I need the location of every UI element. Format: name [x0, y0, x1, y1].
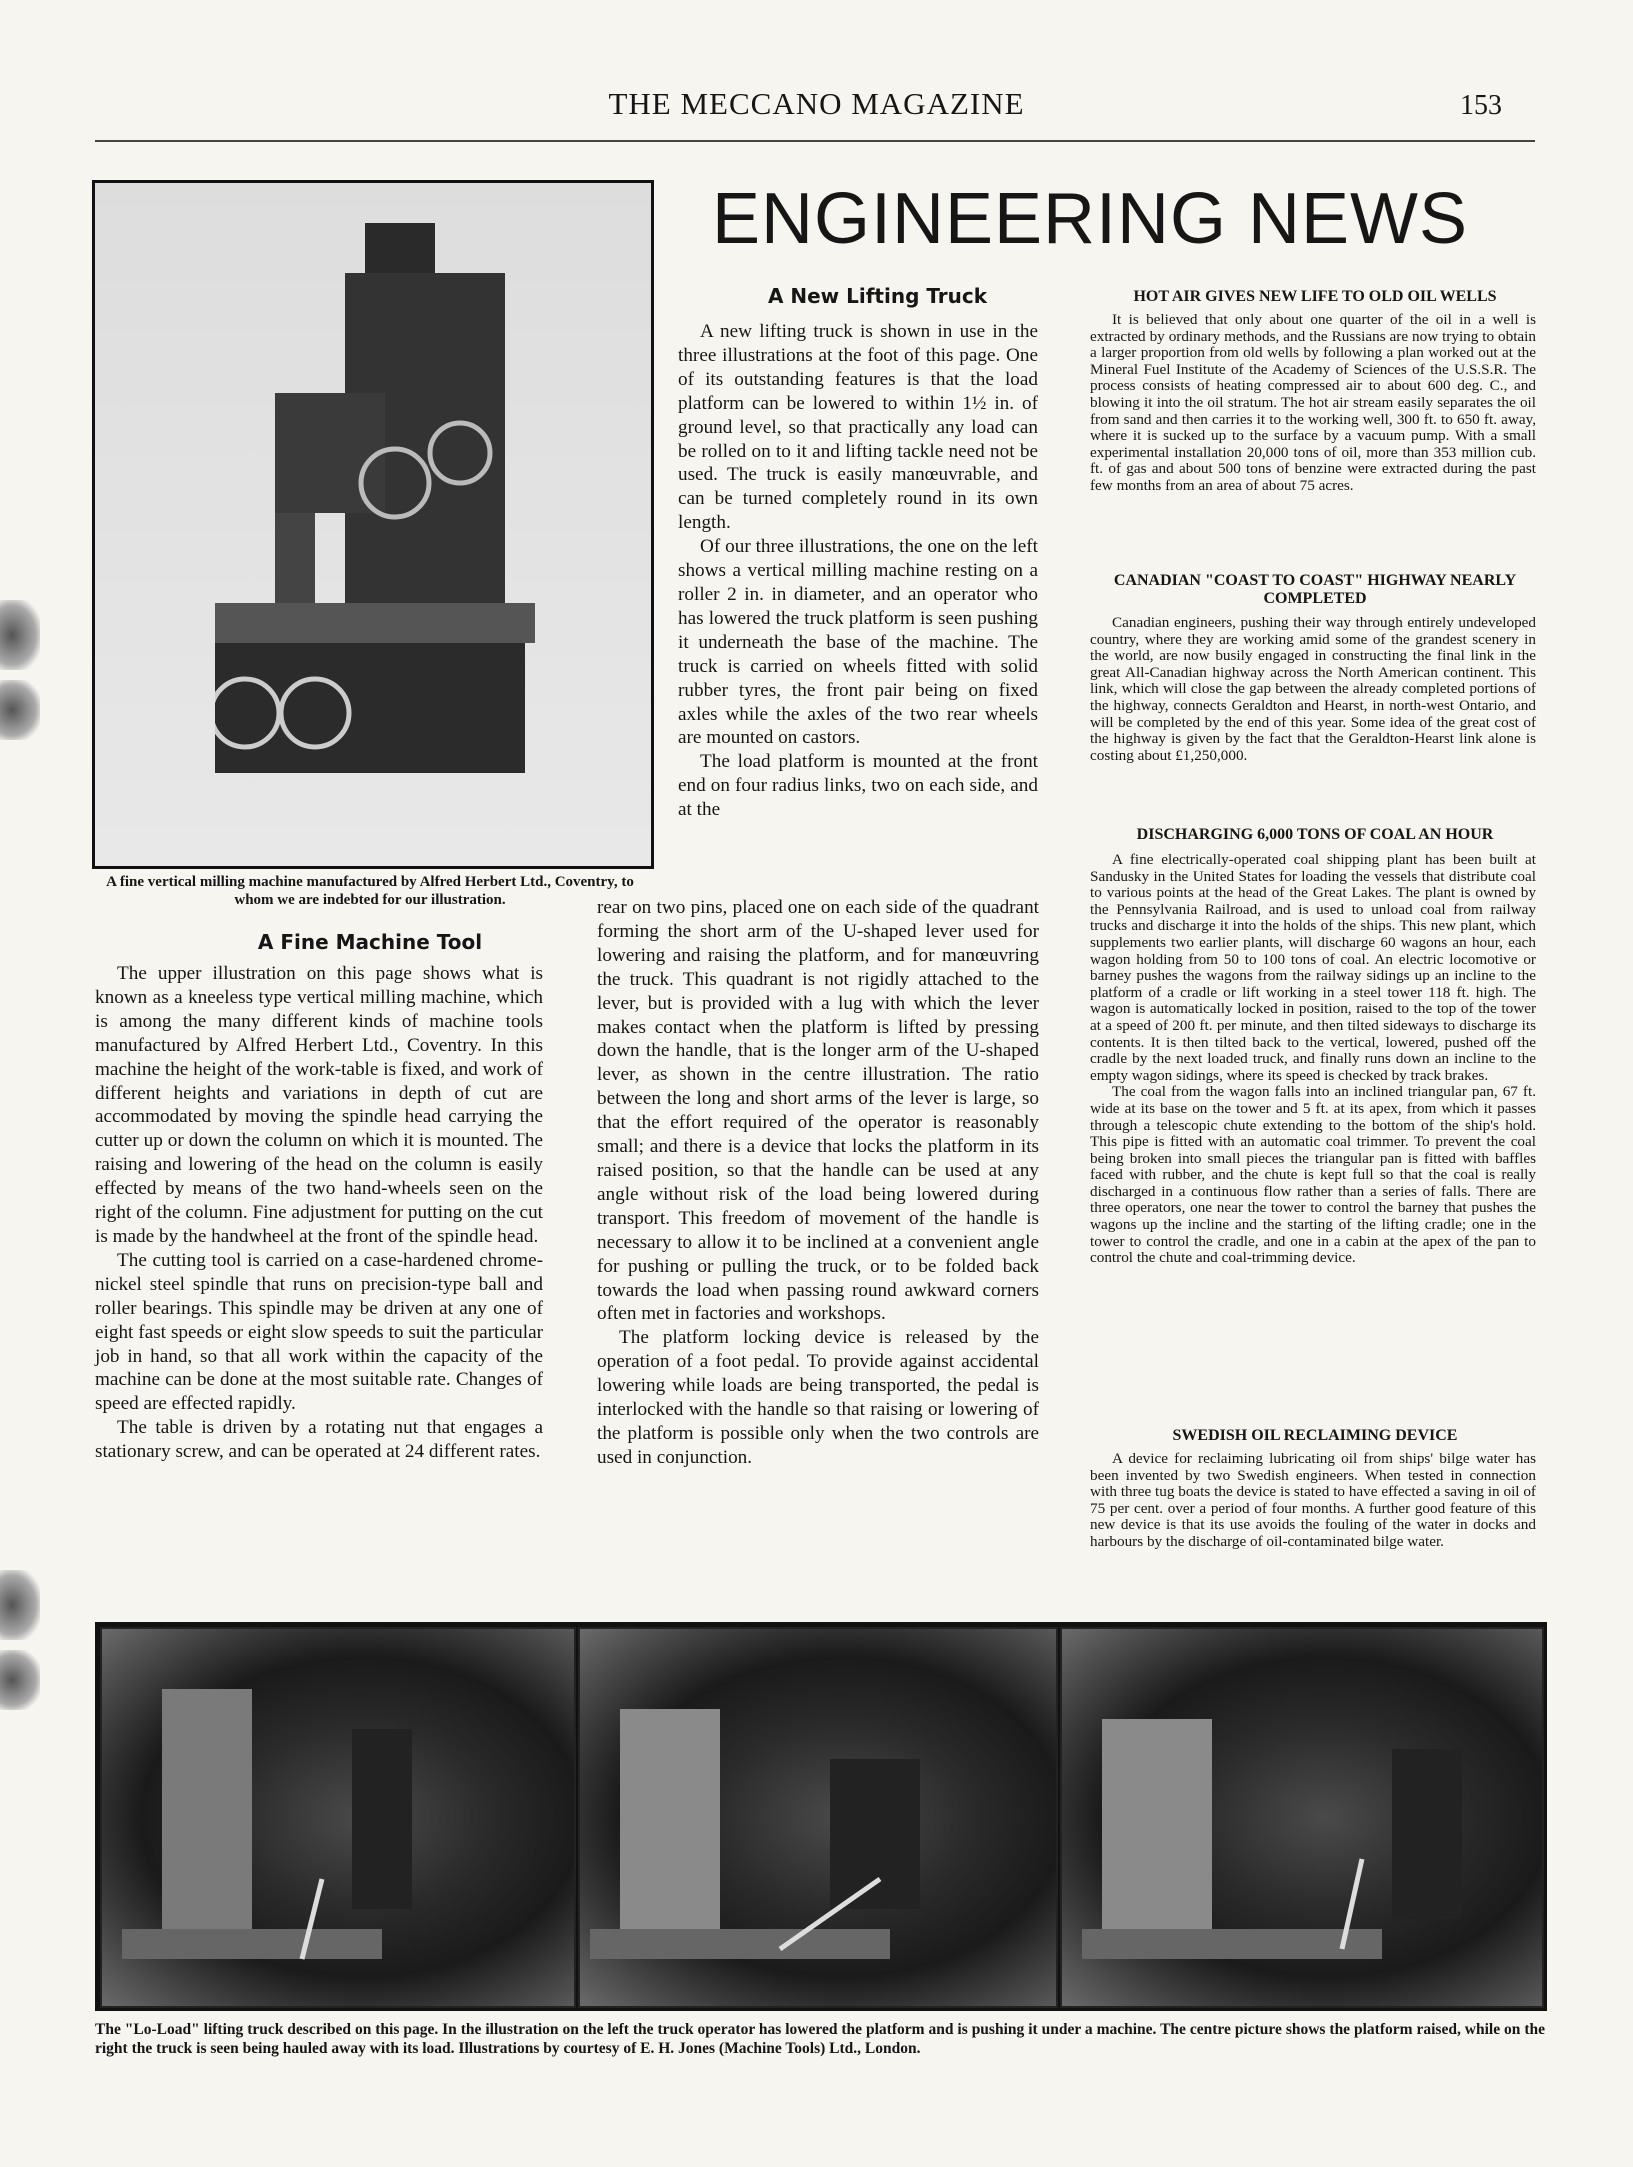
- hot-air-heading: HOT AIR GIVES NEW LIFE TO OLD OIL WELLS: [1133, 288, 1497, 305]
- lifting-truck-article-top: [678, 320, 1038, 822]
- coal-discharge-article: [1090, 852, 1536, 1267]
- scan-artifact: [0, 1650, 40, 1710]
- section-title: ENGINEERING NEWS: [711, 179, 1469, 259]
- page-number: 153: [1460, 90, 1502, 121]
- paragraph: rear on two pins, placed one on each side of the quadrant forming the short arm of the U-shaped lever used for lowering and raising the platform, and for manœuvring the truck. This quadrant is not rigidly attached to the lever, but is provided with a lug with which the lever makes contact when the platform is lifted by pressing down the handle, that is the longer arm of the U-shaped lever, as shown in the centre illustration. The ratio between the long and short arms of the lever is large, so that the effort required of the operator is reasonably small; and there is a device that locks the platform in its raised position, so that the handle can be used at any angle without risk of the load being lowered during transport. This freedom of movement of the handle is necessary to allow it to be inclined at a convenient angle for pushing or pulling the truck, or to be folded back towards the load when passing round awkward corners often met in factories and workshops.: [597, 897, 1039, 1325]
- paragraph: The cutting tool is carried on a case-hardened chrome-nickel steel spindle that runs on precision-type ball and roller bearings. This spindle may be driven at any one of eight fast speeds or eight slow speeds to suit the particular job in hand, so that all work within the capacity of the machine can be done at the most suitable rate. Changes of speed are effected rapidly.: [95, 1249, 543, 1415]
- paragraph: The coal from the wagon falls into an inclined triangular pan, 67 ft. wide at its base on the tower and 5 ft. at its apex, from which it passes through a telescopic chute extending to the bottom of the ship's hold. This pipe is fitted with an automatic coal trimmer. To prevent the coal being broken into small pieces the triangular pan is fitted with baffles faced with rubber, and the chute is kept full so that the coal is really discharged in a continuous flow rather than a series of falls. There are three operators, one near the tower to control the barney that pushes the wagons up the incline and the starting of the lifting cradle; one in the tower to control the cradle, and one in a cabin at the apex of the pan to control the chute and coal-trimming device.: [1090, 1083, 1536, 1267]
- milling-machine-image: [215, 213, 535, 813]
- scan-artifact: [0, 600, 40, 670]
- swedish-oil-article: [1090, 1451, 1536, 1551]
- paragraph: The platform locking device is released by the operation of a foot pedal. To provide against accidental lowering while loads are being transported, the pedal is interlocked with the handle so that raising or lowering of the platform is possible only when the two controls are used in conjunction.: [597, 1327, 1039, 1468]
- canadian-highway-article: [1090, 615, 1536, 764]
- paragraph: Canadian engineers, pushing their way through entirely undeveloped country, where they are working amid some of the grandest scenery in the world, are now busily engaged in constructing the final link in the great All-Canadian highway across the North American continent. This link, which will close the gap between the already completed portions of the highway, connects Geraldton and Hearst, in north-west Ontario, and will be completed by the end of this year. Some idea of the great cost of the highway is given by the fact that the Geraldton-Hearst link alone is costing about £1,250,000.: [1090, 614, 1536, 764]
- canadian-highway-heading: CANADIAN "COAST TO COAST" HIGHWAY NEARLY COMPLETED: [1113, 572, 1517, 607]
- swedish-oil-heading: SWEDISH OIL RECLAIMING DEVICE: [1172, 1427, 1458, 1444]
- paragraph: A device for reclaiming lubricating oil from ships' bilge water has been invented by two Swedish engineers. When tested in connection with three tug boats the device is stated to have effected a saving in oil of 75 per cent. over a period of four months. A further good feature of this new device is that its use avoids the fouling of the water in docks and harbours by the discharge of oil-contaminated bilge water.: [1090, 1450, 1536, 1550]
- magazine-title: THE MECCANO MAGAZINE: [608, 86, 1025, 121]
- scan-artifact: [0, 1570, 40, 1640]
- truck-lowered-photo: [100, 1627, 576, 2008]
- photo-strip-caption: The "Lo-Load" lifting truck described on this page. In the illustration on the left the truck operator has lowered the platform and is pushing it under a machine. The centre picture shows the platform raised, while on the right the truck is seen being hauled away with its load. Illustrations by courtesy of E. H. Jones (Machine Tools) Ltd., London.: [95, 2021, 1545, 2057]
- fine-machine-tool-heading: A Fine Machine Tool: [257, 930, 483, 954]
- header-rule: [95, 140, 1535, 142]
- paragraph: A new lifting truck is shown in use in the three illustrations at the foot of this page. One of its outstanding features is that the load platform can be lowered to within 1½ in. of ground level, so that practically any load can be rolled on to it and lifting tackle need not be used. The truck is easily manœuvrable, and can be turned completely round in its own length.: [678, 321, 1038, 534]
- milling-machine-caption: A fine vertical milling machine manufactured by Alfred Herbert Ltd., Coventry, to whom we are indebted for our illustration.: [106, 874, 634, 908]
- paragraph: The table is driven by a rotating nut that engages a stationary screw, and can be operated at 24 different rates.: [95, 1417, 543, 1463]
- paragraph: A fine electrically-operated coal shipping plant has been built at Sandusky in the United States for loading the vessels that distribute coal to various points at the head of the Great Lakes. The plant is owned by the Pennsylvania Railroad, and is used to unload coal from railway trucks and discharge it into the holds of the ships. This new plant, which supplements two earlier plants, will discharge 60 wagons an hour, each wagon holding from 50 to 100 tons of coal. An electric locomotive or barney pushes the wagons from the railway sidings up an incline to the platform of a cradle or lift working in a steel tower 118 ft. high. The wagon is automatically locked in position, raised to the top of the tower at a speed of 200 ft. per minute, and then tilted sideways to discharge its contents. It is then tilted back to the vertical, lowered, pushed off the cradle by the next loaded truck, and finally runs down an incline to the empty wagon sidings, where its speed is checked by track brakes.: [1090, 851, 1536, 1084]
- fine-machine-tool-article: [95, 962, 543, 1464]
- lifting-truck-heading: A New Lifting Truck: [767, 284, 988, 308]
- paragraph: The load platform is mounted at the front end on four radius links, two on each side, and at the: [678, 751, 1038, 821]
- paragraph: Of our three illustrations, the one on the left shows a vertical milling machine resting on a roller 2 in. in diameter, and an operator who has lowered the truck platform is seen pushing it underneath the base of the machine. The truck is carried on wheels fitted with solid rubber tyres, the front pair being on fixed axles while the axles of the two rear wheels are mounted on castors.: [678, 536, 1038, 749]
- truck-hauled-photo: [1060, 1627, 1544, 2008]
- coal-discharge-heading: DISCHARGING 6,000 TONS OF COAL AN HOUR: [1136, 826, 1494, 843]
- lifting-truck-article-bottom: [597, 896, 1039, 1470]
- truck-raised-photo: [578, 1627, 1058, 2008]
- scan-artifact: [0, 680, 40, 740]
- lifting-truck-photo-strip: [95, 1622, 1547, 2011]
- truck-raised-image: [580, 1629, 1056, 2006]
- milling-machine-photo: [92, 180, 654, 869]
- paragraph: It is believed that only about one quarter of the oil in a well is extracted by ordinary methods, and the Russians are now trying to obtain a larger proportion from old wells by following a plan worked out at the Mineral Fuel Institute of the Academy of Sciences of the U.S.S.R. The process consists of heating compressed air to about 600 deg. C., and blowing it into the oil stratum. The hot air stream easily separates the oil from sand and then carries it to the working well, 300 ft. to 650 ft. away, where it is sucked up to the surface by a vacuum pump. With a small experimental installation 20,000 tons of oil, more than 353 million cub. ft. of gas and about 500 tons of benzine were extracted during the past few months from an area of about 75 acres.: [1090, 311, 1536, 494]
- truck-lowered-image: [102, 1629, 574, 2006]
- hot-air-article: [1090, 312, 1536, 495]
- truck-hauled-image: [1062, 1629, 1542, 2006]
- paragraph: The upper illustration on this page shows what is known as a kneeless type vertical milling machine, which is among the many different kinds of machine tools manufactured by Alfred Herbert Ltd., Coventry. In this machine the height of the work-table is fixed, and work of different heights and variations in depth of cut are accommodated by moving the spindle head carrying the cutter up or down the column on which it is mounted. The raising and lowering of the head on the column is easily effected by means of the two hand-wheels seen on the right of the column. Fine adjustment for putting on the cut is made by the handwheel at the front of the spindle head.: [95, 963, 543, 1247]
